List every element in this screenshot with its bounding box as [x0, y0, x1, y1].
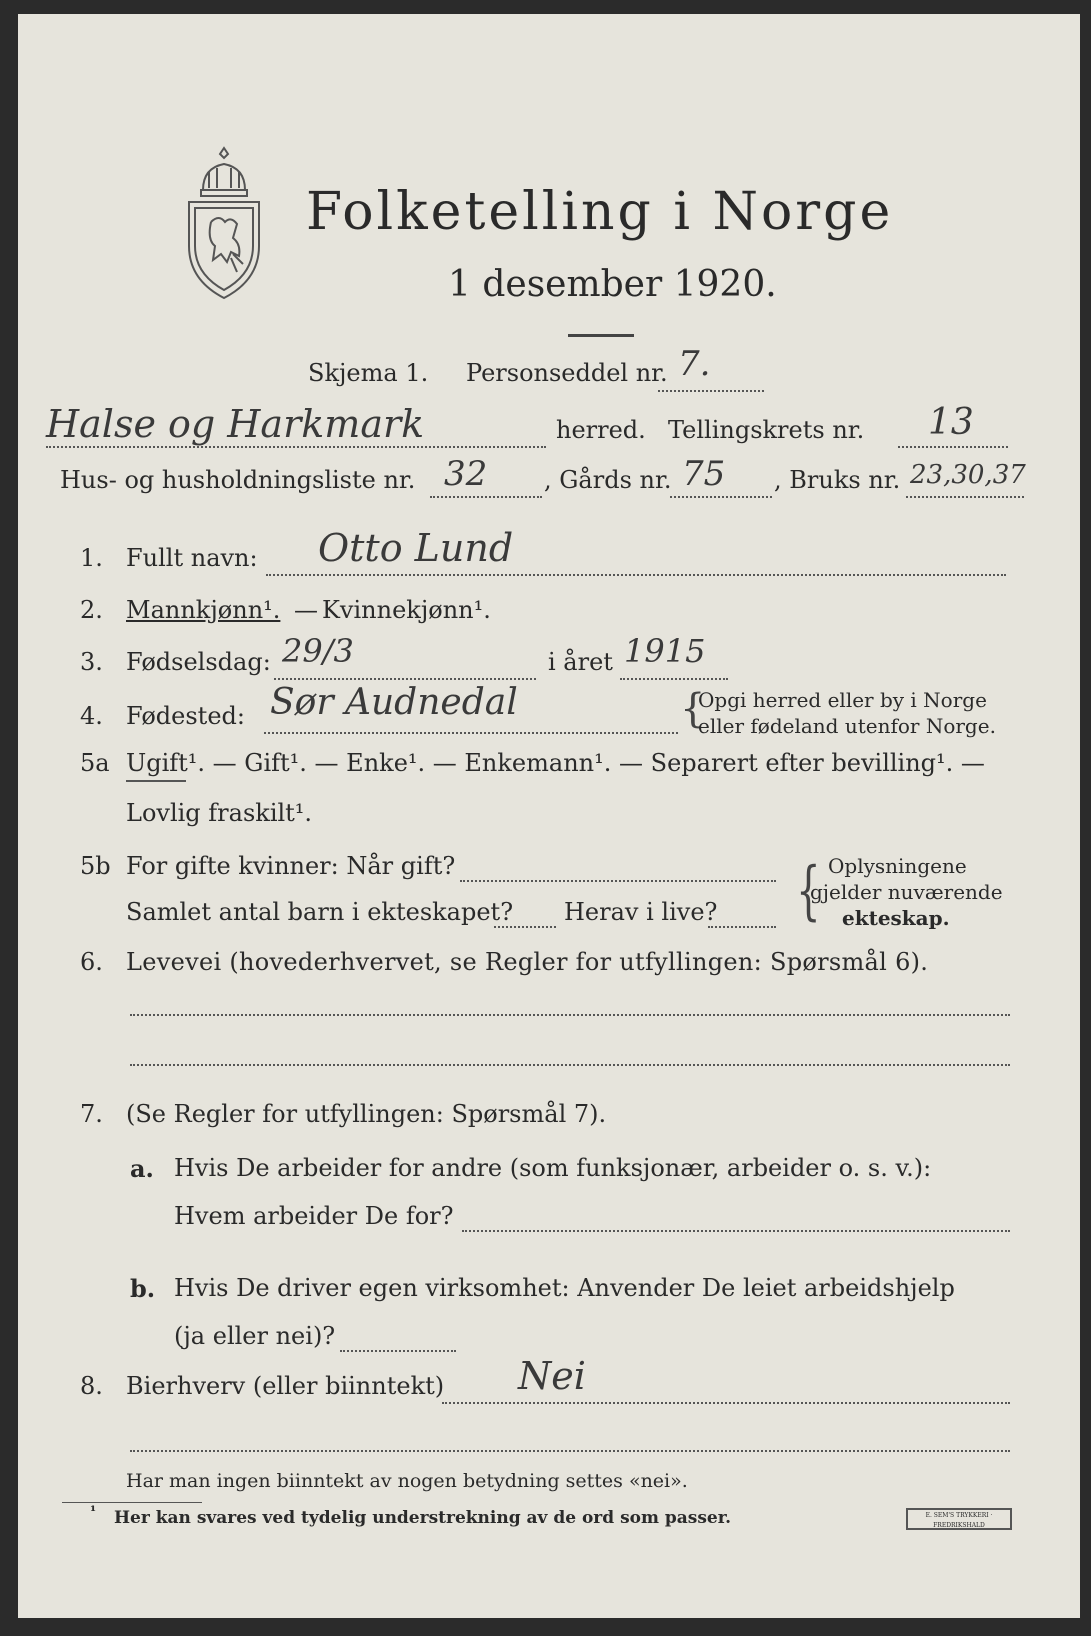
ugift-underline	[126, 780, 186, 782]
q5a-number: 5a	[80, 749, 110, 777]
schema-label: Skjema 1.	[308, 359, 429, 387]
q5b-alive-label: Herav i live?	[564, 898, 718, 926]
married-when-field[interactable]	[460, 880, 776, 882]
title-divider	[568, 334, 634, 337]
gards-label: , Gårds nr.	[544, 466, 672, 494]
children-alive-field[interactable]	[708, 926, 776, 928]
employer-field[interactable]	[462, 1230, 1010, 1232]
form-title: Folketelling i Norge	[306, 182, 894, 242]
occupation-field-line-1[interactable]	[130, 1014, 1010, 1016]
herred-value[interactable]: Halse og Harkmark	[46, 402, 425, 446]
sex-separator: —	[294, 596, 318, 624]
q3-number: 3.	[80, 648, 103, 676]
birthplace-value[interactable]: Sør Audnedal	[270, 682, 518, 723]
birth-year-label: i året	[548, 648, 613, 676]
coat-of-arms-icon	[181, 142, 267, 302]
q3-label: Fødselsdag:	[126, 648, 271, 676]
personseddel-value[interactable]: 7.	[678, 344, 711, 384]
bruks-value[interactable]: 23,30,37	[910, 460, 1026, 490]
q2-number: 2.	[80, 596, 103, 624]
q7b-line-1: Hvis De driver egen virksomhet: Anvender De leiet arbeidshjelp	[174, 1274, 955, 1302]
birth-date-value[interactable]: 29/3	[282, 632, 354, 670]
printer-stamp: E. SEM'S TRYKKERI · FREDRIKSHALD	[906, 1508, 1012, 1530]
gards-value[interactable]: 75	[682, 454, 726, 494]
q5b-note-2: gjelder nuværende	[810, 880, 1003, 904]
q7-label: (Se Regler for utfyllingen: Spørsmål 7).	[126, 1100, 607, 1128]
q7b-line-2: (ja eller nei)?	[174, 1322, 336, 1350]
children-count-field[interactable]	[494, 926, 556, 928]
sex-male-option[interactable]: Mannkjønn¹.	[126, 596, 281, 624]
side-income-value[interactable]: Nei	[518, 1354, 586, 1398]
tellingskrets-label: Tellingskrets nr.	[668, 416, 865, 444]
sex-female-option[interactable]: Kvinnekjønn¹.	[322, 596, 491, 624]
q1-label: Fullt navn:	[126, 544, 258, 572]
marital-status-options[interactable]: Ugift¹. — Gift¹. — Enke¹. — Enkemann¹. — Separert efter bevilling¹. —	[126, 749, 985, 777]
tellingskrets-value[interactable]: 13	[928, 402, 974, 443]
q6-number: 6.	[80, 948, 103, 976]
footer-note: Har man ingen biinntekt av nogen betydning settes «nei».	[126, 1470, 688, 1492]
birthplace-note-1: Opgi herred eller by i Norge	[698, 688, 987, 712]
q7a-letter: a.	[130, 1154, 154, 1183]
q5b-number: 5b	[80, 852, 111, 880]
husliste-value[interactable]: 32	[444, 454, 488, 494]
q7a-line-2: Hvem arbeider De for?	[174, 1202, 454, 1230]
q7-number: 7.	[80, 1100, 103, 1128]
hired-help-field[interactable]	[340, 1350, 456, 1352]
q1-number: 1.	[80, 544, 103, 572]
q5b-note-3: ekteskap.	[842, 906, 950, 930]
q4-label: Fødested:	[126, 702, 245, 730]
marital-status-divorced[interactable]: Lovlig fraskilt¹.	[126, 799, 313, 827]
q8-label: Bierhverv (eller biinntekt)	[126, 1372, 445, 1400]
footnote-divider	[62, 1502, 202, 1503]
q8-number: 8.	[80, 1372, 103, 1400]
herred-label: herred.	[556, 416, 646, 444]
q7b-letter: b.	[130, 1274, 156, 1303]
personseddel-label: Personseddel nr.	[466, 359, 668, 387]
husliste-label: Hus- og husholdningsliste nr.	[60, 466, 416, 494]
birth-year-value[interactable]: 1915	[624, 632, 706, 670]
footnote-text: Her kan svares ved tydelig understrekning av de ord som passer.	[114, 1508, 732, 1528]
birthplace-note-2: eller fødeland utenfor Norge.	[698, 714, 996, 738]
q6-label: Levevei (hovederhvervet, se Regler for utfyllingen: Spørsmål 6).	[126, 948, 929, 976]
q4-number: 4.	[80, 702, 103, 730]
full-name-value[interactable]: Otto Lund	[318, 526, 514, 570]
q7a-line-1: Hvis De arbeider for andre (som funksjonær, arbeider o. s. v.):	[174, 1154, 932, 1182]
side-income-field-line-2[interactable]	[130, 1450, 1010, 1452]
footnote-mark: ¹	[90, 1504, 97, 1520]
form-date: 1 desember 1920.	[448, 264, 777, 305]
bruks-label: , Bruks nr.	[774, 466, 901, 494]
q5b-married-when-label: For gifte kvinner: Når gift?	[126, 852, 456, 880]
q5b-note-1: Oplysningene	[828, 854, 967, 878]
q5b-children-label: Samlet antal barn i ekteskapet?	[126, 898, 514, 926]
occupation-field-line-2[interactable]	[130, 1064, 1010, 1066]
census-form-sheet: Folketelling i Norge 1 desember 1920. Skjema 1. Personseddel nr. 7. Halse og Harkmark herred. Tellingskrets nr. 13 Hus- og husholdningsliste nr. 32 , Gårds nr. 75 , Bruks nr. 23,30,37 1. Fullt navn: Otto Lund 2. Mannkjønn¹. — Kvinnekjønn¹. 3. Fødselsdag: 29/3 i året 1915 4. Fødested: Sør Audnedal { Opgi herred eller by i Norge eller fødeland utenfor Norge. 5a Ugift¹. — Gift¹. — Enke¹. — Enkemann¹. — Separert efter bevilling¹. — Lovlig fraskilt¹. 5b For gifte kvinner: Når gift? Samlet antal barn i ekteskapet? Herav i live? { Oplysningene gjelder nuværende ekteskap. 6. Levevei (hovederhvervet, se Regler for utfyllingen: Spørsmål 6). 7. (Se Regler for utfyllingen: Spørsmål 7). a. Hvis De arbeider for andre (som funksjonær, arbeider o. s. v.): Hvem arbeider De for? b. Hvis De driver egen virksomhet: Anvender De leiet arbeidshjelp (ja eller nei)? 8. Bierhverv (eller biinntekt) Nei Har man ingen biinntekt av nogen betydning settes «nei». ¹ Her kan svares ved tydelig understrekning av de ord som passer. E. SEM'S TRYKKERI · FREDRIKSHALD	[18, 14, 1080, 1618]
